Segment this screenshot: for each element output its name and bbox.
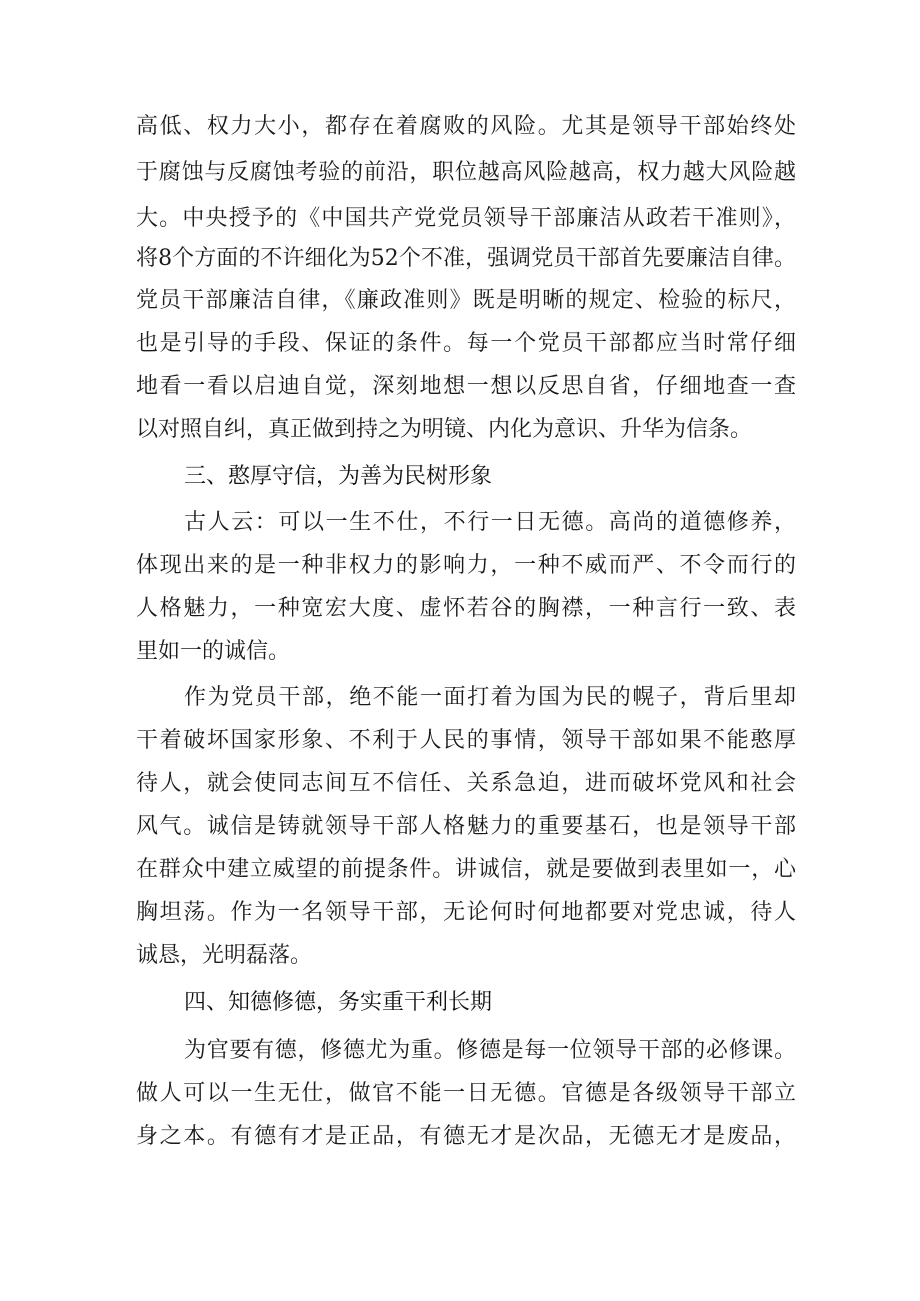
section-heading: 四、知德修德，务实重干利长期 (184, 990, 493, 1015)
paragraph-line: 将8个方面的不许细化为52个不准，强调党员干部首先要廉洁自律。 (136, 246, 796, 271)
paragraph-line: 于腐蚀与反腐蚀考验的前沿，职位越高风险越高，权力越大风险越 (136, 160, 796, 185)
section-heading: 三、憨厚守信，为善为民树形象 (184, 464, 493, 489)
paragraph-line: 体现出来的是一种非权力的影响力，一种不威而严、不令而行的 (136, 553, 796, 578)
paragraph-line: 党员干部廉洁自律，《廉政准则》既是明晰的规定、检验的标尺， (136, 288, 796, 313)
paragraph-line: 在群众中建立威望的前提条件。讲诚信，就是要做到表里如一，心 (136, 857, 796, 882)
paragraph-line: 以对照自纠，真正做到持之为明镜、内化为意识、升华为信条。 (136, 417, 753, 442)
paragraph-line: 作为党员干部，绝不能一面打着为国为民的幌子，背后里却 (184, 685, 796, 710)
paragraph-line: 做人可以一生无仕，做官不能一日无德。官德是各级领导干部立 (136, 1081, 796, 1106)
paragraph-line: 也是引导的手段、保证的条件。每一个党员干部都应当时常仔细 (136, 331, 796, 356)
paragraph-line: 风气。诚信是铸就领导干部人格魅力的重要基石，也是领导干部 (136, 814, 796, 839)
paragraph-line: 为官要有德，修德尤为重。修德是每一位领导干部的必修课。 (184, 1038, 796, 1063)
paragraph-line: 大。中央授予的《中国共产党党员领导干部廉洁从政若干准则》， (136, 206, 796, 231)
paragraph-line: 待人，就会使同志间互不信任、关系急迫，进而破坏党风和社会 (136, 771, 796, 796)
paragraph-line: 地看一看以启迪自觉，深刻地想一想以反思自省，仔细地查一查 (136, 374, 796, 399)
paragraph-line: 高低、权力大小，都存在着腐败的风险。尤其是领导干部始终处 (136, 114, 796, 139)
paragraph-line: 胸坦荡。作为一名领导干部，无论何时何地都要对党忠诚，待人 (136, 900, 796, 925)
paragraph-line: 干着破坏国家形象、不利于人民的事情，领导干部如果不能憨厚 (136, 728, 796, 753)
paragraph-line: 里如一的诚信。 (136, 639, 291, 664)
paragraph-line: 诚恳，光明磊落。 (136, 943, 313, 968)
paragraph-line: 人格魅力，一种宽宏大度、虚怀若谷的胸襟，一种言行一致、表 (136, 596, 796, 621)
paragraph-line: 身之本。有德有才是正品，有德无才是次品，无德无才是废品， (136, 1124, 796, 1149)
paragraph-line: 古人云：可以一生不仕，不行一日无德。高尚的道德修养， (184, 510, 796, 535)
